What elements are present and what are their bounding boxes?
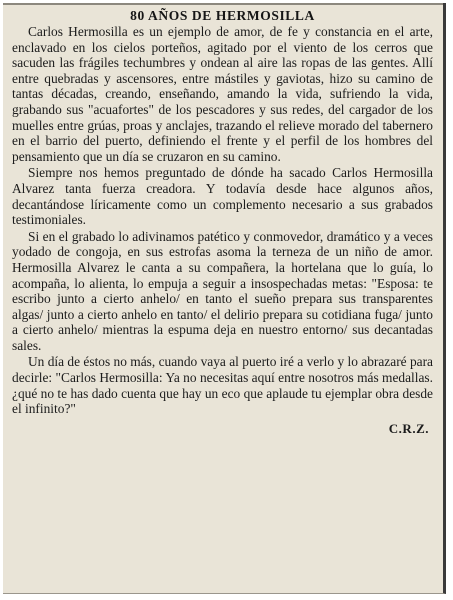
- article-paragraph-4: Un día de éstos no más, cuando vaya al puerto iré a verlo y lo abrazaré para decirle: "Carlos Hermosilla: Ya no necesitas aquí entre nosotros más medallas. ¿qué no te has dado cuenta que hay un eco que aplaude tu ejemplar obra desde el infinito?": [12, 354, 433, 417]
- newspaper-clipping: [3, 3, 446, 594]
- article-paragraph-3: Si en el grabado lo adivinamos patético y conmovedor, dramático y a veces yodado de congoja, en sus estrofas asoma la terneza de un niño de amor. Hermosilla Alvarez le canta a su compañera, la hortelana que lo guía, lo acompaña, lo alienta, lo empuja a seguir a insospechadas metas: "Esposa: te escribo junto a cierto anhelo/ en tanto el sueño prepara sus transparentes algas/ junto a cierto anhelo en tanto/ el delirio prepara su cotidiana fuga/ junto a cierto anhelo/ mientras la espuma deja en nuestro entorno/ sus decantadas sales.: [12, 228, 433, 353]
- article-body: [12, 24, 433, 417]
- author-signature: C.R.Z.: [388, 420, 429, 436]
- article-paragraph-1: Carlos Hermosilla es un ejemplo de amor, de fe y constancia en el arte, enclavado en los cielos porteños, agitado por el viento de los cerros que sacuden las frágiles techumbres y ondean al aire las ropas de las gentes. Allí entre quebradas y ascensores, entre mástiles y gaviotas, hizo su camino de tantas décadas, creando, enseñando, amando la vida, sufriendo la vida, grabando sus "acuafortes" de los pescadores y sus redes, del cargador de los muelles entre grúas, proas y anclajes, trazando el relieve morado del tabernero en el barrio del puerto, definiendo el frente y el perfil de los hombres del pensamiento que un día se cruzaron en su camino.: [12, 24, 433, 164]
- article-headline: 80 AÑOS DE HERMOSILLA: [130, 8, 315, 23]
- article-paragraph-2: Siempre nos hemos preguntado de dónde ha sacado Carlos Hermosilla Alvarez tanta fuerza creadora. Y todavía desde hace algunos años, decantándose líricamente como un complemento necesario a sus grabados testimoniales.: [12, 165, 433, 228]
- clipping-cut-edge: [3, 3, 443, 5]
